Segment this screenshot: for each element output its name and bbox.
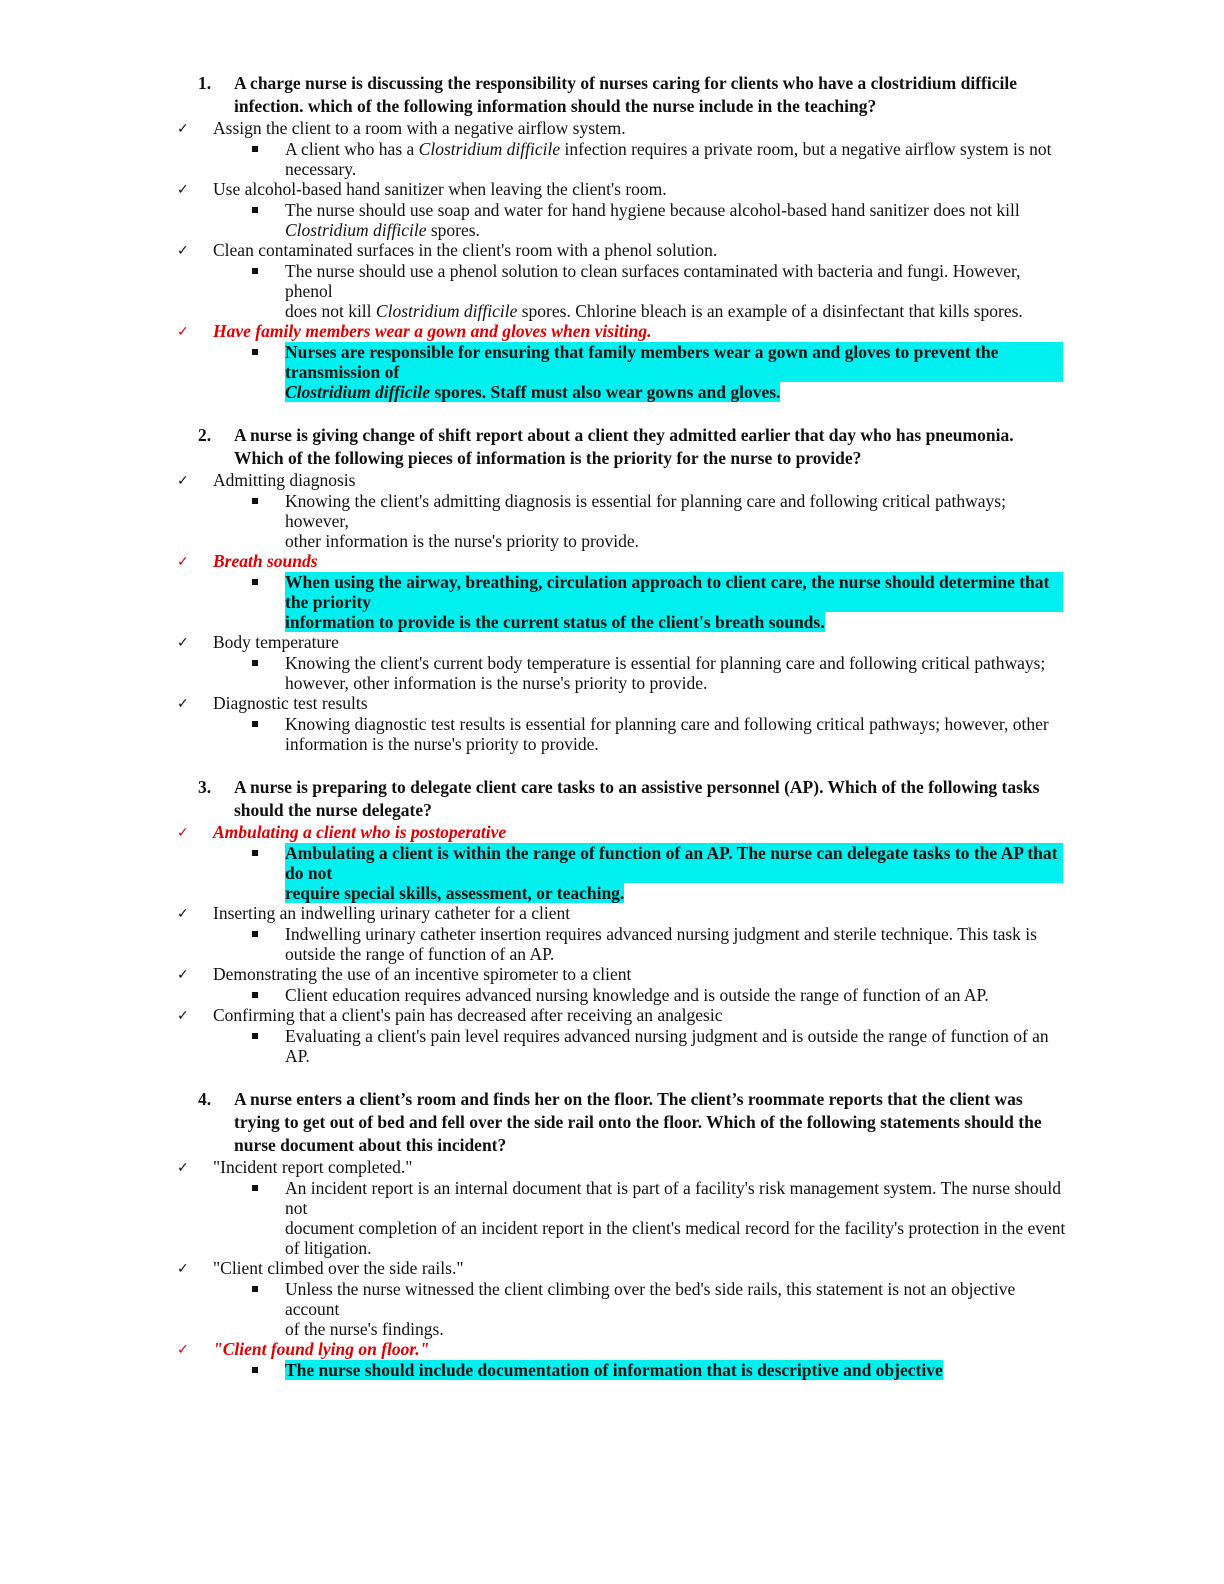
explanation-line: outside the range of function of an AP. (285, 944, 555, 964)
bullet-icon (252, 349, 258, 355)
bullet-icon (252, 1367, 258, 1373)
question-4 (198, 1088, 1064, 1157)
correct-explanation (285, 342, 1070, 402)
check-icon: ✓ (177, 324, 189, 340)
explanation-line: other information is the nurse's priority to provide. (285, 531, 640, 551)
explanation-text: Knowing the client's admitting diagnosis is essential for planning care and following critical pathways; however, (285, 491, 1006, 531)
bullet-icon (252, 498, 258, 504)
explanation-line: of the nurse's findings. (285, 1319, 444, 1339)
bullet-icon (252, 207, 258, 213)
explanation-text: When using the airway, breathing, circulation approach to client care, the nurse should determine that the priority (285, 572, 1063, 612)
explanation-line: however, other information is the nurse's priority to provide. (285, 673, 708, 693)
check-icon: ✓ (177, 473, 189, 489)
option (177, 118, 1224, 139)
explanation (285, 924, 1070, 964)
check-icon: ✓ (177, 243, 189, 259)
check-icon: ✓ (177, 906, 189, 922)
option (177, 693, 1224, 714)
question-text: A nurse is giving change of shift report about a client they admitted earlier that day who has pneumonia. Which of the following pieces of information is the priority for the nurse to provide? (234, 425, 1014, 468)
explanation-text: An incident report is an internal document that is part of a facility's risk management system. The nurse should not (285, 1178, 1062, 1218)
explanation (285, 714, 1070, 754)
option-text: Inserting an indwelling urinary catheter for a client (213, 903, 571, 923)
option-text: Demonstrating the use of an incentive spirometer to a client (213, 964, 632, 984)
explanation-text: Knowing diagnostic test results is essential for planning care and following critical pathways; however, other (285, 714, 1049, 734)
explanation (285, 261, 1070, 321)
bullet-icon (252, 660, 258, 666)
explanation-text: Ambulating a client is within the range of function of an AP. The nurse can delegate tasks to the AP that do not (285, 843, 1063, 883)
check-icon: ✓ (177, 635, 189, 651)
bullet-icon (252, 1286, 258, 1292)
question-text: A charge nurse is discussing the responsibility of nurses caring for clients who have a clostridium difficile infection. which of the following information should the nurse include in the teaching? (234, 73, 1017, 116)
option-text: Confirming that a client's pain has decreased after receiving an analgesic (213, 1005, 723, 1025)
option-text: Breath sounds (213, 551, 318, 571)
question-number: 3. (198, 777, 212, 797)
option-text: Diagnostic test results (213, 693, 368, 713)
correct-option (177, 1339, 1224, 1360)
explanation-line: document completion of an incident report in the client's medical record for the facility's protection in the event of litigation. (285, 1218, 1066, 1258)
correct-option (177, 321, 1224, 342)
option-text: "Client climbed over the side rails." (213, 1258, 464, 1278)
check-icon: ✓ (177, 121, 189, 137)
check-icon: ✓ (177, 554, 189, 570)
bullet-icon (252, 992, 258, 998)
explanation-text: The nurse should include documentation of information that is descriptive and objective (285, 1360, 943, 1380)
check-icon: ✓ (177, 1008, 189, 1024)
explanation-text: Unless the nurse witnessed the client climbing over the bed's side rails, this statement is not an objective account (285, 1279, 1016, 1319)
correct-explanation (285, 843, 1070, 903)
option (177, 179, 1224, 200)
option-text: Body temperature (213, 632, 339, 652)
option-text: "Incident report completed." (213, 1157, 413, 1177)
check-icon: ✓ (177, 1261, 189, 1277)
correct-explanation (285, 572, 1070, 632)
explanation (285, 200, 1070, 240)
explanation-text: Evaluating a client's pain level requires advanced nursing judgment and is outside the range of function of an AP. (285, 1026, 1049, 1066)
explanation-text: The nurse should use soap and water for hand hygiene because alcohol-based hand sanitizer does not kill (285, 200, 1020, 220)
explanation-line: necessary. (285, 159, 357, 179)
option (177, 964, 1224, 985)
option (177, 1258, 1224, 1279)
bullet-icon (252, 579, 258, 585)
explanation-line: does not kill Clostridium difficile spores. Chlorine bleach is an example of a disinfectant that kills spores. (285, 301, 1023, 321)
explanation-line: Clostridium difficile spores. Staff must also wear gowns and gloves. (285, 382, 781, 402)
correct-option (177, 551, 1224, 572)
option (177, 240, 1224, 261)
explanation (285, 1178, 1070, 1258)
option-text: Admitting diagnosis (213, 470, 356, 490)
option-text: Ambulating a client who is postoperative (213, 822, 507, 842)
option-text: Assign the client to a room with a negative airflow system. (213, 118, 626, 138)
explanation (285, 985, 1070, 1005)
question-number: 2. (198, 425, 212, 445)
bullet-icon (252, 931, 258, 937)
option (177, 1005, 1224, 1026)
explanation (285, 491, 1070, 551)
explanation (285, 653, 1070, 693)
option (177, 1157, 1224, 1178)
explanation-line: require special skills, assessment, or teaching. (285, 883, 625, 903)
check-icon: ✓ (177, 182, 189, 198)
explanation (285, 1026, 1070, 1066)
explanation-text: Nurses are responsible for ensuring that family members wear a gown and gloves to prevent the transmission of (285, 342, 1063, 382)
correct-explanation (285, 1360, 1070, 1380)
option-text: Clean contaminated surfaces in the client's room with a phenol solution. (213, 240, 718, 260)
bullet-icon (252, 721, 258, 727)
bullet-icon (252, 268, 258, 274)
question-text: A nurse enters a client’s room and finds her on the floor. The client’s roommate reports that the client was trying to get out of bed and fell over the side rail onto the floor. Which of the following statements should the nurse document about this incident? (234, 1089, 1042, 1155)
check-icon: ✓ (177, 967, 189, 983)
correct-option (177, 822, 1224, 843)
check-icon: ✓ (177, 1342, 189, 1358)
question-number: 1. (198, 73, 212, 93)
question-1 (198, 72, 1064, 118)
question-2 (198, 424, 1064, 470)
question-number: 4. (198, 1089, 212, 1109)
option (177, 470, 1224, 491)
explanation-text: Knowing the client's current body temperature is essential for planning care and following critical pathways; (285, 653, 1046, 673)
document-page (0, 72, 1224, 1380)
explanation-text: Client education requires advanced nursing knowledge and is outside the range of function of an AP. (285, 985, 989, 1005)
check-icon: ✓ (177, 1160, 189, 1176)
check-icon: ✓ (177, 825, 189, 841)
option (177, 903, 1224, 924)
explanation (285, 139, 1070, 179)
check-icon: ✓ (177, 696, 189, 712)
option-text: Use alcohol-based hand sanitizer when leaving the client's room. (213, 179, 667, 199)
explanation-text: The nurse should use a phenol solution to clean surfaces contaminated with bacteria and fungi. However, phenol (285, 261, 1021, 301)
bullet-icon (252, 1033, 258, 1039)
question-3 (198, 776, 1064, 822)
explanation-line: information to provide is the current status of the client's breath sounds. (285, 612, 825, 632)
bullet-icon (252, 850, 258, 856)
option-text: "Client found lying on floor." (213, 1339, 430, 1359)
explanation-text: A client who has a Clostridium difficile infection requires a private room, but a negative airflow system is not (285, 139, 1052, 159)
bullet-icon (252, 1185, 258, 1191)
question-text: A nurse is preparing to delegate client care tasks to an assistive personnel (AP). Which of the following tasks should the nurse delegate? (234, 777, 1040, 820)
option (177, 632, 1224, 653)
explanation-line: information is the nurse's priority to provide. (285, 734, 599, 754)
explanation-line: Clostridium difficile spores. (285, 220, 480, 240)
explanation (285, 1279, 1070, 1339)
bullet-icon (252, 146, 258, 152)
explanation-text: Indwelling urinary catheter insertion requires advanced nursing judgment and sterile technique. This task is (285, 924, 1037, 944)
option-text: Have family members wear a gown and gloves when visiting. (213, 321, 652, 341)
